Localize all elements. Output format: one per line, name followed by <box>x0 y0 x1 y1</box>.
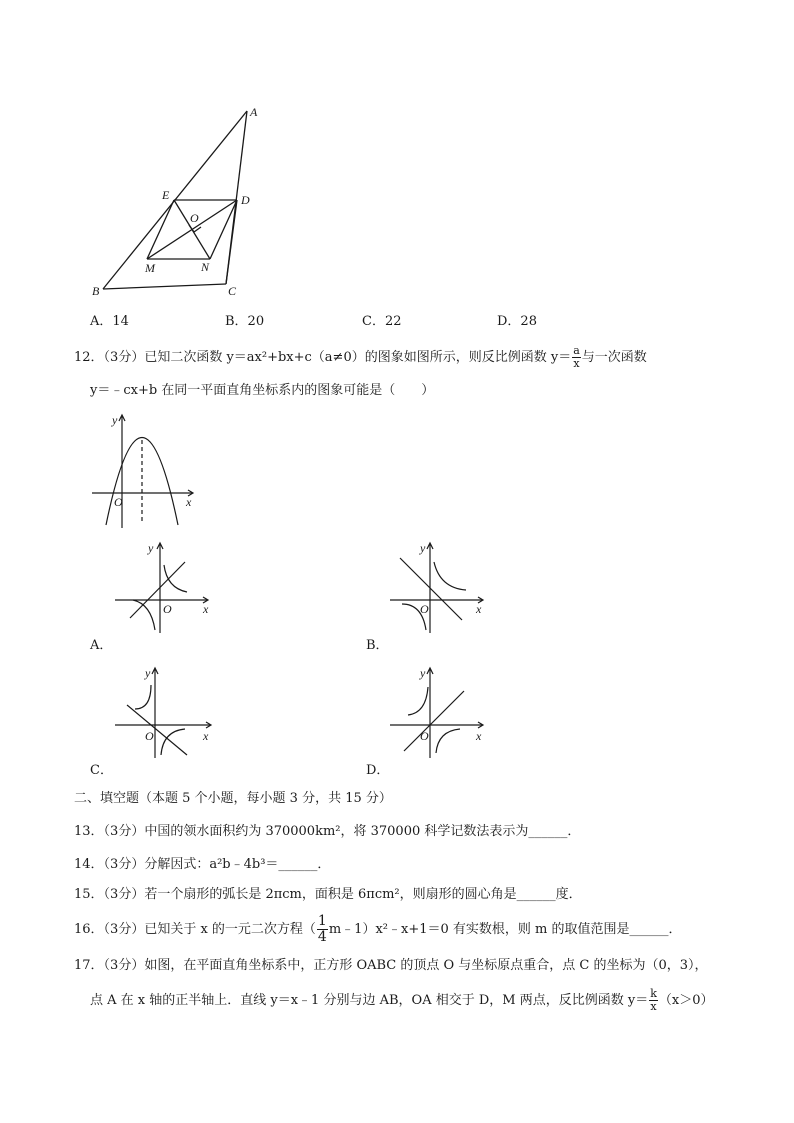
label-e: E <box>162 188 170 202</box>
q14-text: 14．（3分）分解因式：a²b﹣4b³＝______． <box>74 857 331 872</box>
linear-line <box>404 691 464 751</box>
hyperbola-upper <box>434 562 466 590</box>
svg-text:y: y <box>420 666 426 680</box>
q12-option-b-graph <box>390 540 490 635</box>
linear-line <box>400 558 462 620</box>
q17-line2 <box>90 988 713 1013</box>
frac-denominator: x <box>650 1000 657 1013</box>
label-n: N <box>201 260 210 274</box>
svg-text:x: x <box>476 729 482 743</box>
svg-text:y: y <box>420 541 426 555</box>
svg-text:x: x <box>203 729 209 743</box>
svg-text:O: O <box>420 729 429 743</box>
q12-parabola-graph <box>92 410 202 530</box>
q12-text-before: 12．（3分）已知二次函数 y＝ax²+bx+c（a≠0）的图象如图所示，则反比例函数 y＝ <box>74 350 572 365</box>
q11-option-b: B．20 <box>225 314 265 329</box>
q11-option-d: D．28 <box>497 314 537 329</box>
svg-text:x: x <box>186 495 192 509</box>
frac-denominator: x <box>573 357 580 370</box>
frac-numerator: a <box>573 344 580 357</box>
frac-numerator: k <box>650 987 657 1000</box>
frac-denominator: 4 <box>317 929 327 945</box>
svg-text:O: O <box>114 495 123 509</box>
q16-line <box>74 914 681 945</box>
q17-fraction <box>649 988 658 1013</box>
q12-option-d: D． <box>366 763 390 778</box>
q12-line2: y＝﹣cx+b 在同一平面直角坐标系内的图象可能是（ ） <box>90 383 435 398</box>
q15-text: 15．（3分）若一个扇形的弧长是 2πcm，面积是 6πcm²，则扇形的圆心角是______度． <box>74 887 582 902</box>
q12-line1 <box>74 345 647 370</box>
label-c: C <box>228 284 237 298</box>
svg-text:y: y <box>112 413 118 427</box>
q12-option-c-graph <box>115 665 215 760</box>
q17-text-before: 点 A 在 x 轴的正半轴上．直线 y＝x﹣1 分别与边 AB，OA 相交于 D，M 两点，反比例函数 y＝ <box>90 993 649 1008</box>
q17-line1: 17．（3分）如图，在平面直角坐标系中，正方形 OABC 的顶点 O 与坐标原点重合，点 C 的坐标为（0，3）， <box>74 958 708 973</box>
q12-option-d-graph <box>390 665 490 760</box>
hyperbola-upper <box>135 685 151 709</box>
q11-option-c: C．22 <box>362 314 402 329</box>
svg-text:x: x <box>476 602 482 616</box>
q12-fraction <box>572 345 581 370</box>
q12-option-b: B． <box>366 638 389 653</box>
hyperbola-lower <box>436 729 460 753</box>
hyperbola-upper <box>164 565 187 592</box>
svg-text:O: O <box>420 602 429 616</box>
q12-option-c: C． <box>90 763 113 778</box>
svg-text:x: x <box>203 602 209 616</box>
linear-line <box>130 562 185 618</box>
label-m: M <box>145 261 155 275</box>
frac-numerator: 1 <box>317 913 327 929</box>
q11-option-a: A．14 <box>90 314 129 329</box>
q13-text: 13．（3分）中国的领水面积约为 370000km²，将 370000 科学记数法表示为______． <box>74 824 581 839</box>
section-2-title: 二、填空题（本题 5 个小题，每小题 3 分，共 15 分） <box>74 791 392 806</box>
q12-option-a: A． <box>90 638 113 653</box>
q16-fraction <box>317 914 328 945</box>
hyperbola-upper <box>408 687 428 715</box>
segment-bc <box>103 284 226 289</box>
label-a: A <box>250 105 258 119</box>
label-b: B <box>92 284 100 298</box>
q17-text-after: （x＞0） <box>658 993 714 1008</box>
q16-text-before: 16．（3分）已知关于 x 的一元二次方程（ <box>74 922 316 937</box>
svg-text:y: y <box>148 541 154 555</box>
q12-option-a-graph <box>115 540 215 635</box>
svg-text:O: O <box>163 602 172 616</box>
q16-text-after: m﹣1）x²﹣x+1＝0 有实数根，则 m 的取值范围是______． <box>328 922 682 937</box>
svg-text:y: y <box>145 666 151 680</box>
label-d: D <box>241 193 250 207</box>
label-o: O <box>190 211 199 225</box>
q11-geometry-figure <box>90 105 270 300</box>
q12-text-after: 与一次函数 <box>581 350 647 365</box>
svg-text:O: O <box>145 729 154 743</box>
